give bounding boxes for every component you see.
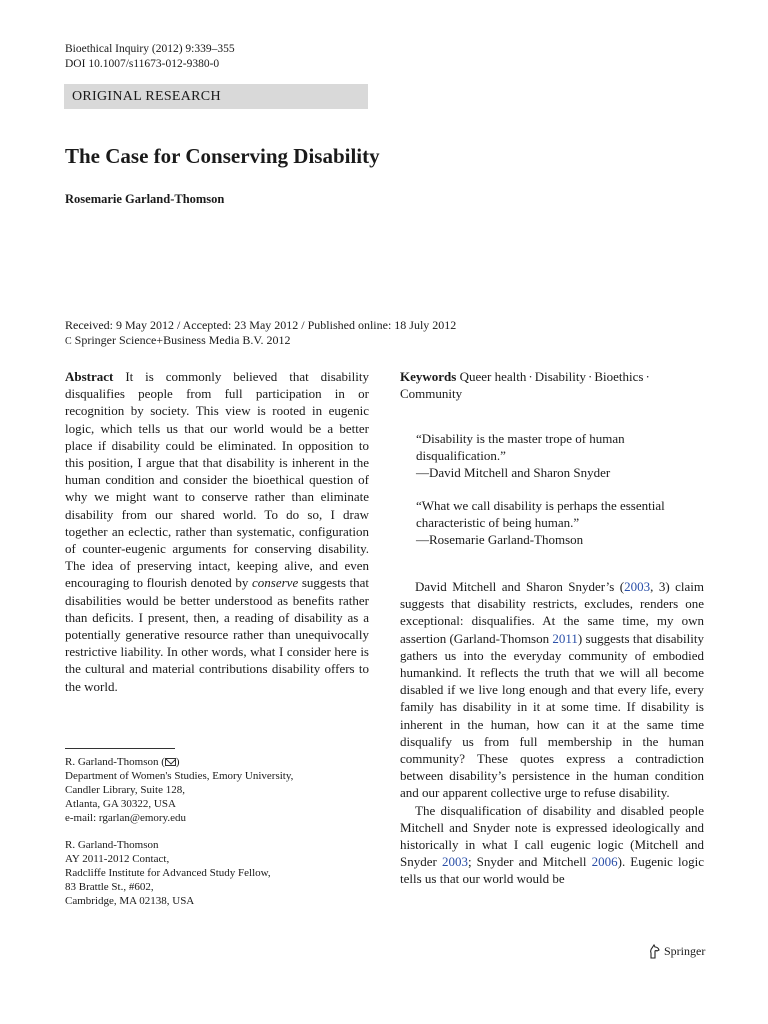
copyright-text: Springer Science+Business Media B.V. 2012 [74,333,291,347]
copyright-icon: C [65,336,72,347]
citation-link[interactable]: 2006 [591,854,618,870]
affiliation-line: Cambridge, MA 02138, USA [65,895,195,907]
abstract-text-1: It is commonly believed that disability disqualifies people from full participation in or recognition by society. This view is rooted in eugenic logic, which tells us that our world would be a better place if disability could be eliminated. In opposition to this position, I argue that that disability is inherent in the human condition and consider the bioethical question of why we might want to conserve rather than eliminate disability from our shared world. To do so, I draw together an eclectic, rather than systematic, configuration of counter-eugenic arguments for conserving disability. The idea of preserving intact, keeping alive, and even encouraging to flourish denoted by [65,369,370,591]
abstract-emphasis: conserve [252,575,299,591]
affiliation-email[interactable]: e-mail: rgarlan@emory.edu [65,812,186,824]
author-name: Rosemarie Garland-Thomson [65,192,225,206]
abstract-label: Abstract [65,369,114,384]
keyword: Disability [534,369,586,384]
body-text [400,578,704,888]
keyword-separator: · [645,369,650,384]
affiliation-1 [65,755,293,825]
epigraph-quote: “What we call disability is perhaps the essential characteristic of being human.” [416,498,665,530]
keyword-separator: · [588,369,593,384]
epigraph-source: —David Mitchell and Sharon Snyder [416,465,611,480]
envelope-icon[interactable] [165,758,176,766]
affiliation-name: R. Garland-Thomson [65,839,159,851]
journal-citation: Bioethical Inquiry (2012) 9:339–355 [65,43,235,55]
keyword: Queer health [459,369,527,384]
citation-link[interactable]: 2011 [552,630,578,646]
epigraph-source: —Rosemarie Garland-Thomson [416,532,584,547]
affiliation-line: 83 Brattle St., #602, [65,881,154,893]
epigraph-2 [416,497,706,548]
dates-line: Received: 9 May 2012 / Accepted: 23 May 2012 / Published online: 18 July 2012 [65,318,457,332]
section-label: ORIGINAL RESEARCH [64,84,368,109]
publication-dates [65,318,456,349]
article-title: The Case for Conserving Disability [65,144,380,168]
affiliation-line: Atlanta, GA 30322, USA [65,798,176,810]
affiliation-line: AY 2011-2012 Contact, [65,853,170,865]
keyword-separator: · [528,369,533,384]
keyword: Bioethics [594,369,644,384]
epigraph-1 [416,430,706,481]
publisher-name: Springer [664,944,706,958]
footnote-divider [65,748,175,749]
affiliation-line: Candler Library, Suite 128, [65,784,185,796]
keywords [400,368,704,402]
keywords-label: Keywords [400,369,457,384]
springer-horse-icon [648,944,661,959]
affiliation-line: Department of Women's Studies, Emory University, [65,770,294,782]
abstract-text-2: suggests that disabilities would be better understood as benefits rather than deficits. I present, then, a reading of disability as a potentially generative resource rather than unequivocally restrictive liability. In other words, what I consider here is the cultural and material contributions disability offers to the world. [65,575,369,694]
paragraph: David Mitchell and Sharon Snyder’s (2003, 3) claim suggests that disability restricts, excludes, renders one exceptional: disqualifies. At the same time, my own assertion (Garland-Thomson 2011) suggests that disability gathers us into the everyday community of embodied humankind. It reflects the truth that we will all become disabled if we live long enough and that every life, every family has disability in it at some time. If disability is inherent in the human, how can it at the same time disqualify us from full membership in the human community? These quotes express a contradiction between disability’s persistence in the human condition and our apparent collective urge to refuse disability. [400,579,704,801]
affiliation-name: R. Garland-Thomson ( ) [65,756,180,768]
copyright-line [65,333,456,349]
abstract [65,368,369,695]
journal-meta [65,42,235,72]
affiliation-line: Radcliffe Institute for Advanced Study Fellow, [65,867,271,879]
doi: DOI 10.1007/s11673-012-9380-0 [65,58,220,70]
keyword: Community [400,386,463,402]
paragraph: The disqualification of disability and disabled people Mitchell and Snyder note is expressed ideologically and historically in what I call eugenic logic (Mitchell and Snyder 2003; Snyder and Mitchell 2006). Eugenic logic tells us that our world would be [400,802,704,887]
citation-link[interactable]: 2003 [624,579,651,594]
publisher-logo [648,944,705,959]
citation-link[interactable]: 2003 [441,854,468,870]
epigraph-quote: “Disability is the master trope of human disqualification.” [416,431,625,463]
affiliation-2 [65,838,271,908]
